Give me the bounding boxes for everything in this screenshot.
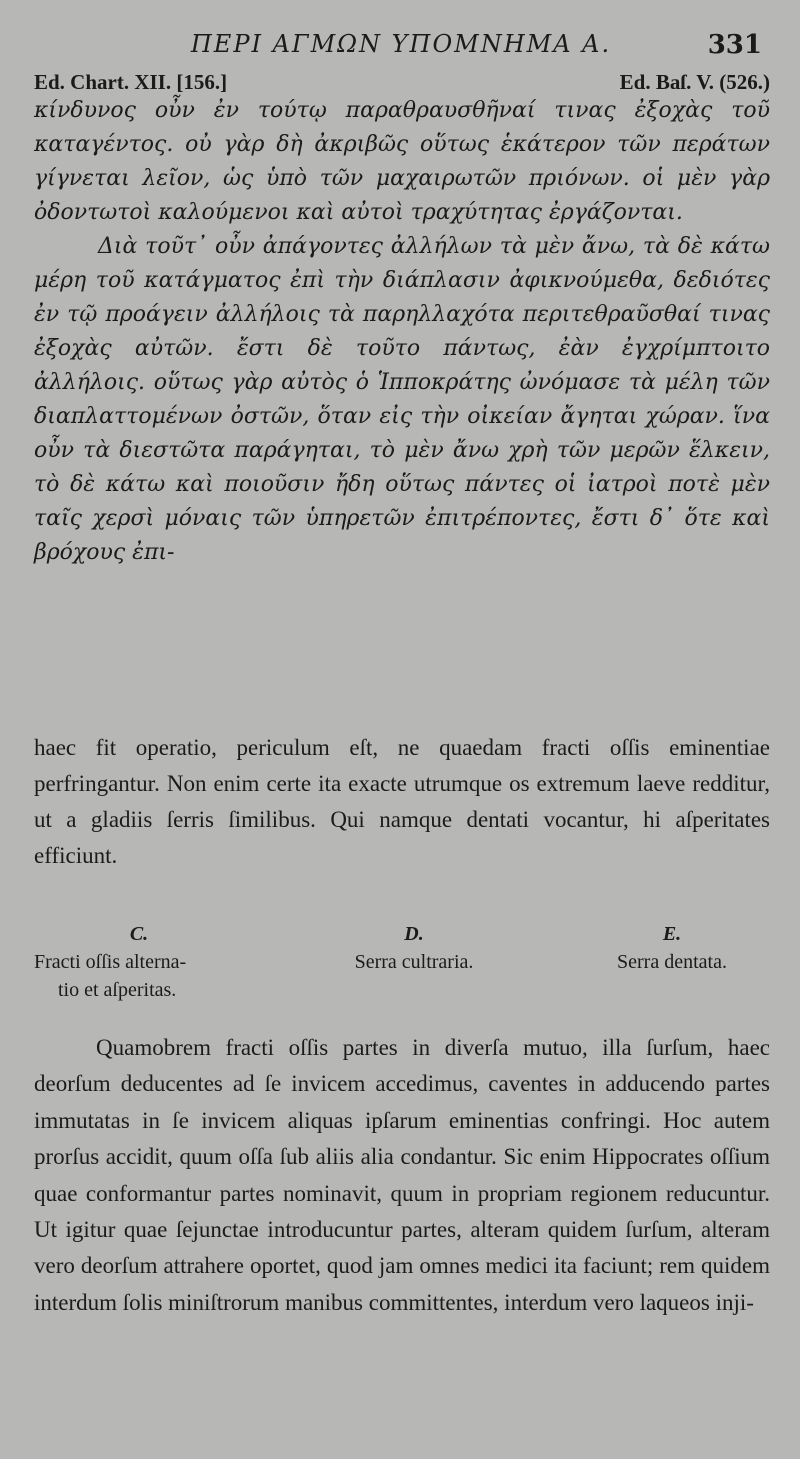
figure-captions	[34, 920, 770, 1020]
latin-text-block-2	[34, 1030, 770, 1321]
running-title: ΠΕΡΙ ΑΓΜΩΝ ΥΠΟΜΝΗΜΑ Α.	[190, 30, 612, 58]
figure-caption-c-line-2: tio et aſperitas.	[58, 979, 177, 1001]
figure-caption-c-line-1: Fracti oſſis alterna-	[34, 951, 187, 973]
latin-paragraph-1: haec fit operatio, periculum eſt, ne quaedam fracti oſſis eminentiae perfringantur. Non enim certe ita exacte utrumque os extremum laeve redditur, ut a gladiis ſerris ſimilibus. Qui namque dentati vocantur, hi aſperitates efficiunt.	[34, 735, 770, 868]
latin-text-block	[34, 730, 770, 874]
latin-paragraph-2: Quamobrem fracti oſſis partes in diverſa mutuo, illa ſurſum, haec deorſum deducentes ad ſe invicem accedimus, caventes in adducendo partes immutatas in ſe invicem aliquas ipſarum eminentias confringi. Hoc autem prorſus accidit, quum oſſa ſub aliis alia condantur. Sic enim Hippocrates oſſium quae conformantur partes nominavit, quum in propriam regionem reducuntur. Ut igitur quae ſejunctae introducuntur partes, alteram quidem ſurſum, alteram vero deorſum attrahere oportet, quod jam omnes medici ita faciunt; rem quidem interdum ſolis miniſtrorum manibus committentes, interdum vero laqueos inji-	[34, 1035, 770, 1315]
figure-letter-e: E.	[662, 923, 682, 945]
figure-letter-c: C.	[129, 923, 149, 945]
running-head	[0, 30, 800, 66]
page-number: 331	[707, 30, 762, 60]
figure-caption-c	[34, 920, 254, 1004]
figure-caption-d-text: Serra cultraria.	[354, 951, 474, 973]
greek-text-block	[34, 94, 770, 570]
figure-caption-e-text: Serra dentata.	[617, 951, 727, 973]
greek-paragraph-2: Διὰ τοῦτ᾽ οὖν ἀπάγοντες ἀλλήλων τὰ μὲν ἄνω, τὰ δὲ κάτω μέρη τοῦ κατάγματος ἐπὶ τὴν διάπλασιν ἀφικνούμεθα, δεδιότες ἐν τῷ προάγειν ἀλλήλοις τὰ παρηλλαχότα περιτεθραῦσθαί τινας ἐξοχὰς αὐτῶν. ἔστι δὲ τοῦτο πάντως, ἐὰν ἐγχρίμπτοιτο ἀλλήλοις. οὕτως γὰρ αὐτὸς ὁ Ἱπποκράτης ὠνόμασε τὰ μέλη τῶν διαπλαττομένων ὀστῶν, ὅταν εἰς τὴν οἰκείαν ἄγηται χώραν. ἵνα οὖν τὰ διεστῶτα παράγηται, τὸ μὲν ἄνω χρὴ τῶν μερῶν ἕλκειν, τὸ δὲ κάτω καὶ ποιοῦσιν ἤδη οὕτως πάντες οἱ ἰατροὶ ποτὲ μὲν ταῖς χερσὶ μόναις τῶν ὑπηρετῶν ἐπιτρέποντες, ἔστι δ᾽ ὅτε καὶ βρόχους ἐπι-	[34, 234, 770, 565]
figure-caption-e	[574, 920, 770, 976]
greek-paragraph-1: κίνδυνος οὖν ἐν τούτῳ παραθραυσθῆναί τινας ἐξοχὰς τοῦ καταγέντος. οὐ γὰρ δὴ ἀκριβῶς οὕτως ἑκάτερον τῶν περάτων γίγνεται λεῖον, ὡς ὑπὸ τῶν μαχαιρωτῶν πριόνων. οἱ μὲν γὰρ ὀδοντωτοὶ καλούμενοι καὶ αὐτοὶ τραχύτητας ἐργάζονται.	[34, 98, 770, 225]
figure-caption-d	[314, 920, 514, 976]
edition-basel-reference: Ed. Baſ. V. (526.)	[619, 70, 770, 94]
figure-letter-d: D.	[404, 923, 424, 945]
edition-chartier-reference: Ed. Chart. XII. [156.]	[34, 70, 228, 94]
